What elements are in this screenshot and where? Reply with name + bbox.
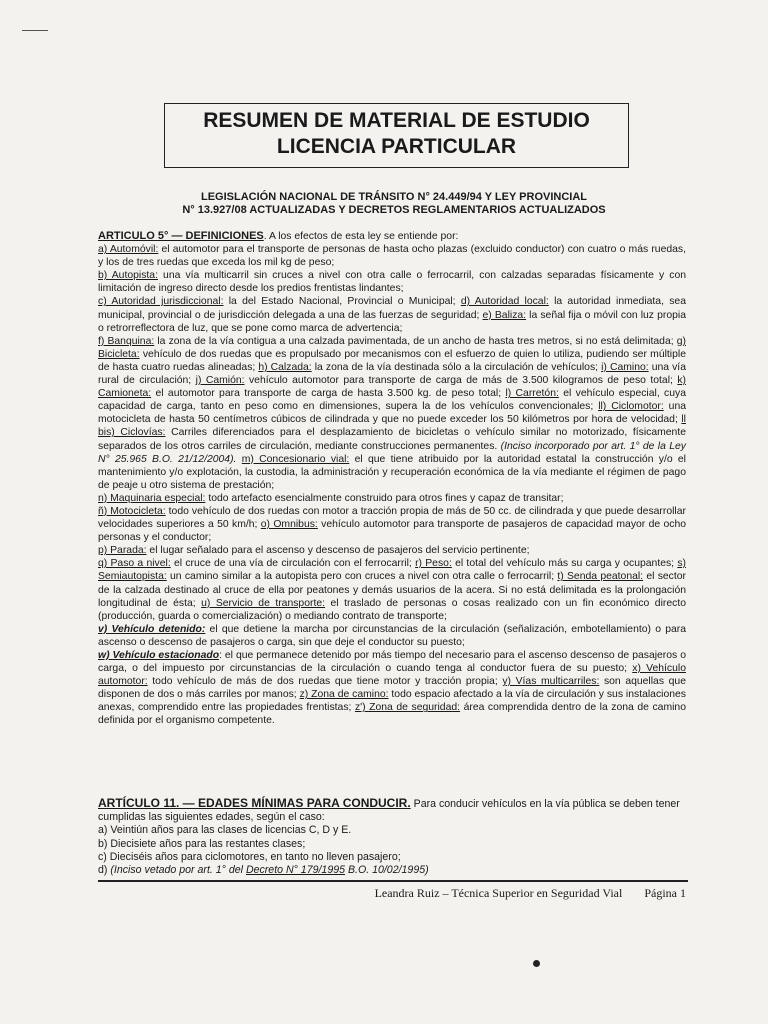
article-11-item-a: a) Veintiún años para las clases de licencias C, D y E. xyxy=(98,824,352,837)
def-f-term: f) Banquina: xyxy=(98,335,155,347)
legislation-line-1: LEGISLACIÓN NACIONAL DE TRÁNSITO N° 24.449/94 Y LEY PROVINCIAL xyxy=(200,191,588,203)
def-q-text: el cruce de una vía de circulación con el ferrocarril; xyxy=(170,558,416,570)
def-s-text: un camino similar a la autopista pero con cruces a nivel con otra calle o ferrocarril; xyxy=(166,571,558,583)
article-11-intro-text: Para conducir vehículos en la vía pública se deben tener cumplidas las siguientes edades, según el caso: xyxy=(98,798,680,824)
footer-page-number: Página 1 xyxy=(644,886,686,900)
def-g-term: g) Bicicleta: xyxy=(98,335,686,360)
def-r-text: el total del vehículo más su carga y ocupantes; xyxy=(451,558,678,570)
item-d-prefix: d) xyxy=(98,864,111,877)
def-t-term: t) Senda peatonal: xyxy=(557,571,644,583)
def-u-text: el traslado de personas o cosas realizado con un fin económico directo (producción, guarda o comercialización) o mediando contrato de transporte; xyxy=(98,597,686,622)
def-l-term: l) Carretón: xyxy=(505,388,559,400)
def-z-text: todo espacio afectado a la vía de circulación y sus instalaciones anexas, comprendido entre las propiedades frentistas; xyxy=(98,689,686,714)
def-x-text: todo vehículo de más de dos ruedas que tiene motor y tracción propia; xyxy=(147,676,503,688)
def-a xyxy=(98,243,686,269)
def-o-text: vehículo automotor para transporte de pasajeros de capacidad mayor de ocho personas y el conductor; xyxy=(98,519,686,544)
article-5-intro xyxy=(98,230,686,243)
def-nn-term: ñ) Motocicleta: xyxy=(98,505,166,517)
def-nn-o xyxy=(98,505,686,544)
def-p-term: p) Parada: xyxy=(98,545,147,557)
item-d-end: B.O. 10/02/1995) xyxy=(345,864,429,877)
def-i-term: i) Camino: xyxy=(601,361,649,373)
def-v xyxy=(98,623,686,649)
def-w-text: : el que permanece detenido por más tiempo del necesario para el ascenso descenso de pasajeros o carga, o del impuesto por circunstancias de la circulación o cuando tenga al conductor fuera de su puesto; xyxy=(98,650,686,675)
article-5-intro-text: . A los efectos de esta ley se entiende por: xyxy=(263,231,459,242)
footer-divider xyxy=(98,880,688,882)
def-b-text: una vía multicarril sin cruces a nivel con otra calle o ferrocarril, con calzadas separadas físicamente y con limitación de ingreso directo desde los predios frentistas lindantes; xyxy=(98,270,687,295)
def-u-term: u) Servicio de transporte: xyxy=(201,597,326,609)
def-y-term: y) Vías multicarriles: xyxy=(502,676,600,688)
article-11-item-c: c) Dieciséis años para ciclomotores, en tanto no lleven pasajero; xyxy=(98,850,401,863)
legislation-line-2: N° 13.927/08 ACTUALIZADAS Y DECRETOS REGLAMENTARIOS ACTUALIZADOS xyxy=(182,204,606,216)
def-z2-text: área comprendida dentro de la zona de camino definida por el organismo competente. xyxy=(98,702,686,727)
article-11-heading: ARTÍCULO 11. — EDADES MÍNIMAS PARA CONDUCIR. xyxy=(98,796,411,810)
def-g-text: vehículo de dos ruedas que es propulsado por mecanismos con el esfuerzo de quien lo utiliza, pudiendo ser múltiple de hasta cuatro ruedas alineadas; xyxy=(98,348,686,373)
title-line-2: LICENCIA PARTICULAR xyxy=(276,135,517,158)
def-llbis-text: Carriles diferenciados para el desplazamiento de bicicletas o vehículo similar no motorizado, físicamente separados de los otros carriles de circulación, mediante construcciones permanentes. xyxy=(98,427,686,452)
def-z2-term: z') Zona de seguridad: xyxy=(354,702,461,714)
def-v-text: el que detiene la marcha por circunstancias de la circulación (señalización, embotellamiento) o para ascenso o descenso de pasajeros o carga, sin que deje el conductor su puesto; xyxy=(98,623,686,648)
def-k-term: k) Camioneta: xyxy=(98,375,686,400)
title-line-1: RESUMEN DE MATERIAL DE ESTUDIO xyxy=(203,109,590,132)
article-11-intro xyxy=(98,797,686,824)
def-n-term: n) Maquinaria especial: xyxy=(98,492,206,504)
def-h-text: la zona de la vía destinada sólo a la circulación de vehículos; xyxy=(311,361,602,373)
def-llbis-note: (Inciso incorporado por art. 1° de la Ley N° 25.965 B.O. 21/12/2004). xyxy=(98,440,686,465)
def-q-term: q) Paso a nivel: xyxy=(98,558,171,570)
def-m-term: m) Concesionario vial: xyxy=(241,453,350,465)
article-11-minimum-ages xyxy=(98,797,686,877)
def-a-term: a) Automóvil: xyxy=(98,244,159,256)
def-a-text: el automotor para el transporte de personas de hasta ocho plazas (excluido conductor) con cuatro o más ruedas, y los de tres ruedas que exceda los mil kg de peso; xyxy=(98,244,687,269)
def-b-term: b) Autopista: xyxy=(98,270,158,282)
article-11-item-b: b) Diecisiete años para las restantes clases; xyxy=(98,837,306,850)
def-d-text: la autoridad inmediata, sea municipal, provincial o de jurisdicción delegada a una de las fuerzas de seguridad; xyxy=(98,296,686,321)
article-5-definitions xyxy=(98,230,686,728)
def-nn-text: todo vehículo de dos ruedas con motor a tracción propia de más de 50 cc. de cilindrada y que puede desarrollar velocidades superiores a 50 km/h; xyxy=(98,505,686,531)
def-p xyxy=(98,544,686,557)
item-d-note: (Inciso vetado por art. 1° del xyxy=(110,864,246,877)
def-l-text: el vehículo especial, cuya capacidad de carga, tanto en peso como en dimensiones, supera la de los vehículos convencionales; xyxy=(98,388,687,413)
def-b xyxy=(98,269,686,295)
legislation-heading xyxy=(100,191,688,217)
def-n xyxy=(98,492,686,505)
def-s-term: s) Semiautopista: xyxy=(98,558,686,583)
def-e-text: la señal fija o móvil con luz propia o retrorreflectora de luz, que se pone como marca de advertencia; xyxy=(98,309,686,334)
def-f-to-m xyxy=(98,335,686,492)
def-c-d-e xyxy=(98,295,686,334)
def-i-text: una vía rural de circulación; xyxy=(98,361,686,387)
def-f-text: la zona de la vía contigua a una calzada pavimentada, de un ancho de hasta tres metros, si no está delimitada; xyxy=(154,335,677,347)
def-q-to-u xyxy=(98,557,686,622)
def-llbis-term: ll bis) Ciclovías: xyxy=(98,414,686,439)
def-ll-text: una motocicleta de hasta 50 centímetros cúbicos de cilindrada y que no puede exceder los 50 kilómetros por hora de velocidad; xyxy=(98,401,686,426)
def-n-text: todo artefacto esencialmente construido para otros fines y capaz de transitar; xyxy=(205,492,564,504)
item-d-decree-link[interactable]: Decreto N° 179/1995 xyxy=(245,864,345,877)
def-z-term: z) Zona de camino: xyxy=(299,689,389,701)
def-w-term: w) Vehículo estacionado xyxy=(98,650,220,661)
def-m-text: el que tiene atribuido por la autoridad estatal la construcción y/o el mantenimiento y/o explotación, la custodia, la administración y recuperación económica de la vía mediante el régimen de pago de peaje u otro sistema de prestación; xyxy=(98,453,686,491)
def-p-text: el lugar señalado para el ascenso y descenso de pasajeros del servicio pertinente; xyxy=(146,545,530,557)
def-y-text: son aquellas que disponen de dos o más carriles por manos; xyxy=(98,676,686,701)
def-c-text: la del Estado Nacional, Provincial o Municipal; xyxy=(223,296,461,308)
def-x-term: x) Vehículo automotor: xyxy=(98,663,686,688)
def-r-term: r) Peso: xyxy=(415,558,452,570)
pen-mark xyxy=(22,30,48,31)
page-footer xyxy=(98,886,686,901)
def-o-term: o) Omnibus: xyxy=(260,519,318,531)
article-5-heading: ARTICULO 5° — DEFINICIONES xyxy=(98,230,264,242)
ink-speck xyxy=(533,960,540,967)
def-c-term: c) Autoridad jurisdiccional: xyxy=(98,296,224,308)
def-j-text: vehículo automotor para transporte de carga de más de 3.500 kilogramos de peso total; xyxy=(244,375,678,387)
def-d-term: d) Autoridad local: xyxy=(460,296,549,308)
def-t-text: el sector de la calzada destinado al cruce de ella por peatones y demás usuarios de la acera. Si no está delimitada es la prolongación longitudinal de ésta; xyxy=(98,571,687,609)
def-v-term: v) Vehículo detenido: xyxy=(98,623,206,635)
def-e-term: e) Baliza: xyxy=(482,309,527,321)
def-w-to-z2 xyxy=(98,649,686,728)
footer-author: Leandra Ruiz – Técnica Superior en Seguridad Vial xyxy=(374,886,623,900)
def-h-term: h) Calzada: xyxy=(258,361,312,373)
title-box xyxy=(164,103,629,168)
def-j-term: j) Camión: xyxy=(195,375,245,387)
article-11-item-d xyxy=(98,864,686,877)
def-k-text: el automotor para transporte de carga de hasta 3.500 kg. de peso total; xyxy=(151,388,506,400)
def-ll-term: ll) Ciclomotor: xyxy=(598,401,664,413)
